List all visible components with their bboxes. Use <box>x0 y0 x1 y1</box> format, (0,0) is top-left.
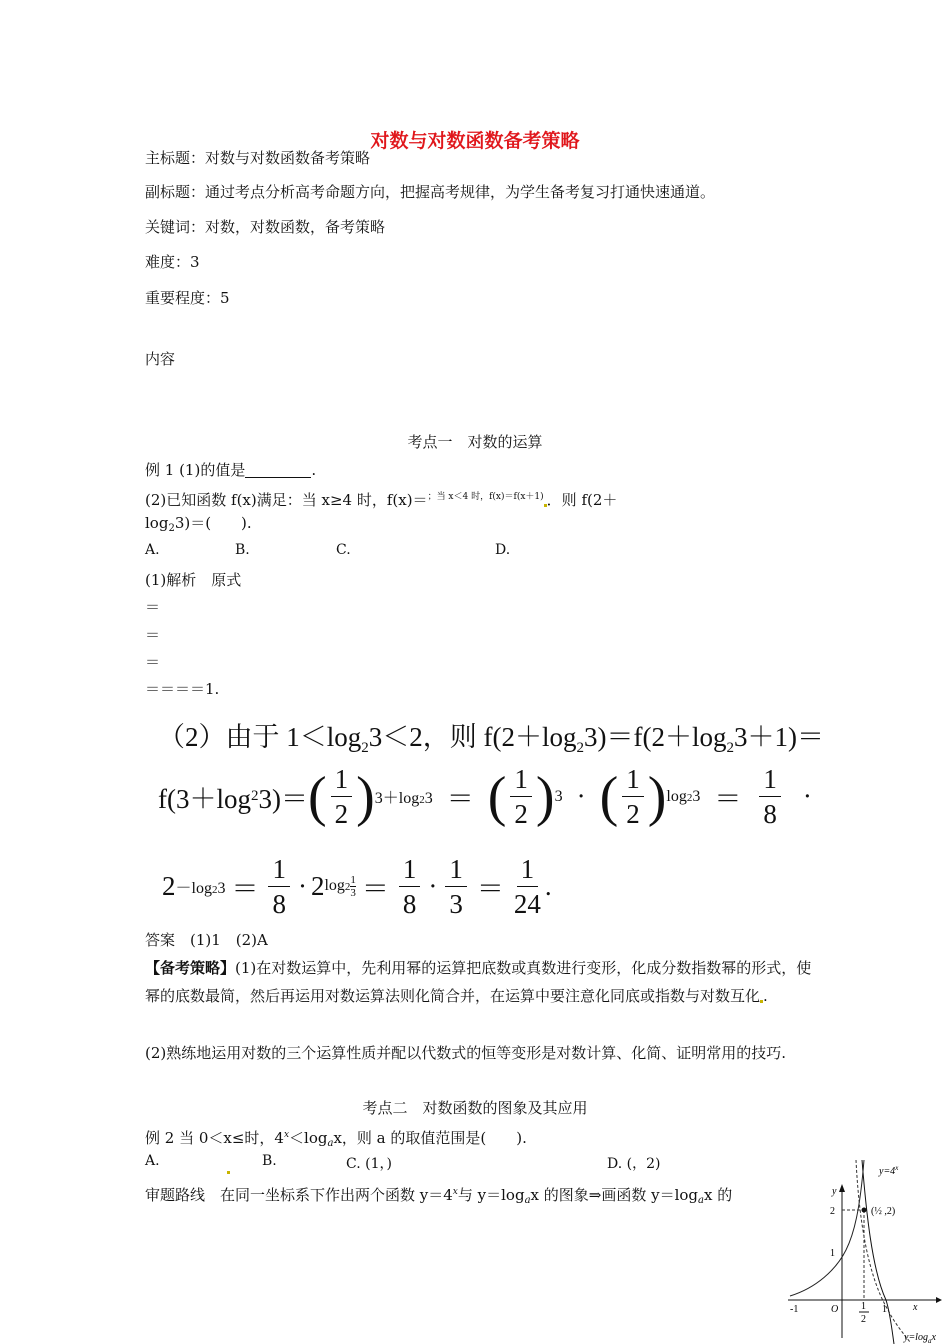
answer-blank <box>245 463 311 478</box>
half-n: 1 <box>861 1301 866 1312</box>
base-2: 2 <box>310 871 325 901</box>
m3a: 2 <box>162 871 176 901</box>
ex2-a: 例 2 当 0＜x≤时，4 <box>145 1129 284 1147</box>
m1-sub: 2 <box>361 740 369 756</box>
m2-sub: 2 <box>250 788 259 804</box>
mark-dot-3 <box>227 1160 230 1176</box>
q2-part-c: ．则 f(2＋ <box>546 491 618 509</box>
q2-part-e: 3)＝( ). <box>174 514 252 532</box>
m3b: ＝ <box>231 874 259 904</box>
m2c: ＝ <box>446 784 474 814</box>
q2-exp-x: ；当 x＜4 时，f(x)＝f(x＋1) <box>427 492 544 502</box>
equation-step-1: ＝ <box>145 598 161 616</box>
strategy-para-2: (2)熟练地运用对数的三个运算性质并配以代数式的恒等变形是对数计算、化简、证明常用的技巧. <box>145 1044 787 1062</box>
math-line-2 <box>158 762 812 831</box>
exp-1: 3＋log23 <box>374 790 433 807</box>
route-d: x 的 <box>703 1186 733 1204</box>
ex2-b: ＜log <box>289 1129 328 1147</box>
neg-exp: －log23 <box>175 880 226 897</box>
m1-sub3: 2 <box>726 740 734 756</box>
q2-log-base: 2 <box>168 523 175 534</box>
frac-half-3: $\frac{1}{2}$ <box>622 762 644 831</box>
frac-eighth-3: $\frac{1}{8}$ <box>399 852 421 921</box>
tick-2: 2 <box>830 1206 835 1217</box>
m2b: 3)＝ <box>258 784 308 814</box>
dot-1: · <box>576 781 586 811</box>
lparen: ( <box>307 765 327 828</box>
half-d: 2 <box>861 1314 866 1325</box>
rparen: ) <box>356 765 375 828</box>
route-exp: x <box>452 1187 458 1197</box>
option2-d: D. (，2) <box>607 1156 661 1172</box>
option-b: B. <box>235 542 250 558</box>
label-y-4x: $y=4^x$ <box>879 1164 899 1177</box>
rparen-3: ) <box>647 765 667 828</box>
frac-eighth-1: $\frac{1}{8}$ <box>759 762 781 831</box>
exp-3: log23 <box>666 787 701 805</box>
m1-sub2: 2 <box>576 740 584 756</box>
x-axis-arrow <box>936 1297 942 1303</box>
curve-4-power-x <box>790 1160 864 1296</box>
route-base-1: a <box>524 1195 531 1206</box>
tick-1: 1 <box>830 1248 835 1259</box>
frac-third: $\frac{1}{3}$ <box>445 852 467 921</box>
m2d: ＝ <box>714 784 742 814</box>
importance: 重要程度：5 <box>145 289 230 307</box>
strategy-para-1: 【备考策略】(1)在对数运算中，先利用幂的运算把底数或真数进行变形，化成分数指数幂的形式，使幂的底数最简，然后再运用对数运算法则化简合并，在运算中要注意化同底或指数与对数互化 . <box>145 959 812 1005</box>
main-title: 主标题：对数与对数函数备考策略 <box>145 149 371 167</box>
math-line-3 <box>162 852 552 921</box>
equation-step-4: ＝＝＝＝1. <box>145 680 220 698</box>
example-1-q2-cont <box>145 513 252 539</box>
route-a: 审题路线 在同一坐标系下作出两个函数 y＝4 <box>145 1186 453 1204</box>
example-1-q1: 例 1 (1)的值是 . <box>145 461 317 479</box>
label-axis-y: y <box>832 1186 837 1197</box>
option2-a: A. <box>145 1153 160 1169</box>
option-d: D. <box>495 542 511 558</box>
intersection-point <box>862 1208 867 1213</box>
lparen-3: ( <box>599 765 619 828</box>
section-heading-2: 考点二 对数函数的图象及其应用 <box>362 1099 588 1117</box>
label-axis-x: x <box>913 1302 918 1313</box>
m1d: 3＋1)＝ <box>733 722 824 752</box>
frac-answer: $\frac{1}{24}$ <box>513 854 541 919</box>
strategy-label: 【备考策略】 <box>145 959 236 977</box>
answer: 答案 (1)1 (2)A <box>145 931 268 949</box>
exp-2: 3 <box>554 787 563 805</box>
review-route <box>145 1182 732 1211</box>
option-a: A. <box>145 542 160 558</box>
ex2-c: x，则 a 的取值范围是( ). <box>333 1129 527 1147</box>
section-heading-1: 考点一 对数的运算 <box>407 433 543 451</box>
example-1-q1-text: 例 1 (1)的值是 <box>145 461 246 479</box>
content-label: 内容 <box>145 350 176 368</box>
m3c: ＝ <box>361 874 389 904</box>
option2-b: B. <box>262 1153 277 1169</box>
mark-dot-2 <box>760 1000 763 1003</box>
m1a: （2）由于 1＜log <box>158 722 362 752</box>
option2-c: C. (1，) <box>346 1156 392 1172</box>
example-2 <box>145 1125 527 1154</box>
strategy-text-1: (1)在对数运算中，先利用幂的运算把底数或真数进行变形，化成分数指数幂的形式，使幂的底数最简，然后再运用对数运算法则化简合并，在运算中要注意化同底或指数与对数互化 <box>145 959 812 1005</box>
route-base-2: a <box>698 1195 704 1206</box>
equation-step-3: ＝ <box>145 653 161 671</box>
log-third-exp: log2 $\frac{1}{3}$ <box>324 874 356 899</box>
frac-half-1: $\frac{1}{2}$ <box>331 762 353 831</box>
period: . <box>544 871 552 901</box>
math-line-1 <box>158 715 824 757</box>
solution-1: (1)解析 原式 <box>145 571 242 589</box>
route-c: x 的图象⇒画函数 y＝log <box>530 1186 699 1204</box>
y-axis-arrow <box>839 1184 845 1192</box>
tick-x-1: 1 <box>882 1304 887 1315</box>
ex2-base: a <box>327 1138 334 1149</box>
m1b: 3＜2，则 f(2＋log <box>368 722 577 752</box>
label-y-log: $y=\log_ax$ <box>904 1332 936 1344</box>
equation-step-2: ＝ <box>145 626 161 644</box>
function-graph <box>786 1160 946 1344</box>
example-1-q2 <box>145 487 617 510</box>
frac-half-2: $\frac{1}{2}$ <box>510 762 532 831</box>
lparen-2: ( <box>487 765 507 828</box>
ex2-exp: x <box>283 1130 290 1140</box>
route-b: 与 y＝log <box>457 1186 525 1204</box>
m1c: 3)＝f(2＋log <box>584 722 727 752</box>
keywords: 关键词：对数，对数函数，备考策略 <box>145 218 386 236</box>
tick-minus-1: -1 <box>790 1304 799 1315</box>
m2a: f(3＋log <box>158 784 251 814</box>
origin-label: O <box>831 1304 839 1315</box>
difficulty: 难度：3 <box>145 253 200 271</box>
doc-title: 对数与对数函数备考策略 <box>370 130 580 152</box>
point-label: (½ ,2) <box>871 1206 896 1217</box>
q2-log: log <box>145 514 169 532</box>
frac-eighth-2: $\frac{1}{8}$ <box>268 852 290 921</box>
q2-part-a: (2)已知函数 f(x)满足：当 x≥4 时，f(x)＝ <box>145 491 428 509</box>
rparen-2: ) <box>535 765 555 828</box>
option-c: C. <box>336 542 351 558</box>
dot-2: · <box>802 781 812 811</box>
m3d: ＝ <box>476 874 504 904</box>
dot-4: · <box>428 871 438 901</box>
subtitle: 副标题：通过考点分析高考命题方向，把握高考规律，为学生备考复习打通快速通道。 <box>145 183 716 201</box>
dot-3: · <box>297 871 307 901</box>
